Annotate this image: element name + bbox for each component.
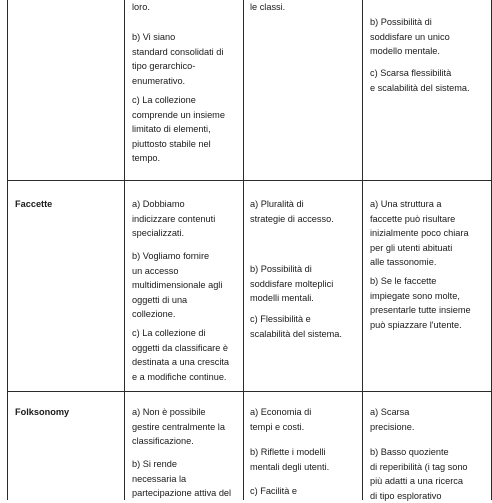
row-label-folksonomy: Folksonomy: [15, 407, 70, 417]
cell-text: c) Facilità e: [250, 486, 297, 496]
cell-text: le classi.: [250, 2, 286, 12]
cell-text: b) Si rende necessaria la partecipazione attiva del: [132, 459, 232, 499]
cell-text: b) Basso quoziente di reperibilità (i tag sono più adatti a una ricerca di tipo esplorativo: [370, 447, 468, 501]
cell-text: b) Possibilità di soddisfare molteplici modelli mentali.: [250, 264, 334, 304]
cell-text: c) La collezione comprende un insieme limitato di elementi, piuttosto stabile nel tempo.: [132, 95, 225, 164]
cell-text: c) La collezione di oggetti da classificare è destinata a una crescita e a modifiche continue.: [132, 328, 230, 382]
column-border: [362, 0, 363, 500]
cell-text: b) Vi siano standard consolidati di tipo gerarchico- enumerativo.: [132, 32, 224, 86]
cell-text: a) Economia di tempi e costi.: [250, 407, 312, 432]
cell-text: c) Flessibilità e scalabilità del sistema.: [250, 314, 342, 339]
cell-text: a) Pluralità di strategie di accesso.: [250, 199, 334, 224]
cell-text: a) Una struttura a faccette può risultare inizialmente poco chiara per gli utenti abituati alle tassonomie.: [370, 199, 469, 268]
cell-text: b) Vogliamo fornire un accesso multidimensionale agli oggetti di una collezione.: [132, 251, 223, 320]
cell-text: b) Possibilità di soddisfare un unico modello mentale.: [370, 17, 450, 57]
row-label-faccette: Faccette: [15, 199, 53, 209]
cell-text: a) Non è possibile gestire centralmente la classificazione.: [132, 407, 225, 447]
column-border: [7, 0, 8, 500]
cell-text: b) Riflette i modelli mentali degli utenti.: [250, 447, 330, 472]
row-border: [7, 180, 492, 181]
cell-text: a) Scarsa precisione.: [370, 407, 415, 432]
row-border: [7, 391, 492, 392]
column-border: [243, 0, 244, 500]
cell-text: c) Scarsa flessibilità e scalabilità del sistema.: [370, 68, 470, 93]
column-border: [124, 0, 125, 500]
cell-text: loro.: [132, 2, 150, 12]
cell-text: b) Se le faccette impiegate sono molte, presentarle tutte insieme può spiazzare l'utente.: [370, 276, 471, 330]
cell-text: a) Dobbiamo indicizzare contenuti specializzati.: [132, 199, 216, 239]
